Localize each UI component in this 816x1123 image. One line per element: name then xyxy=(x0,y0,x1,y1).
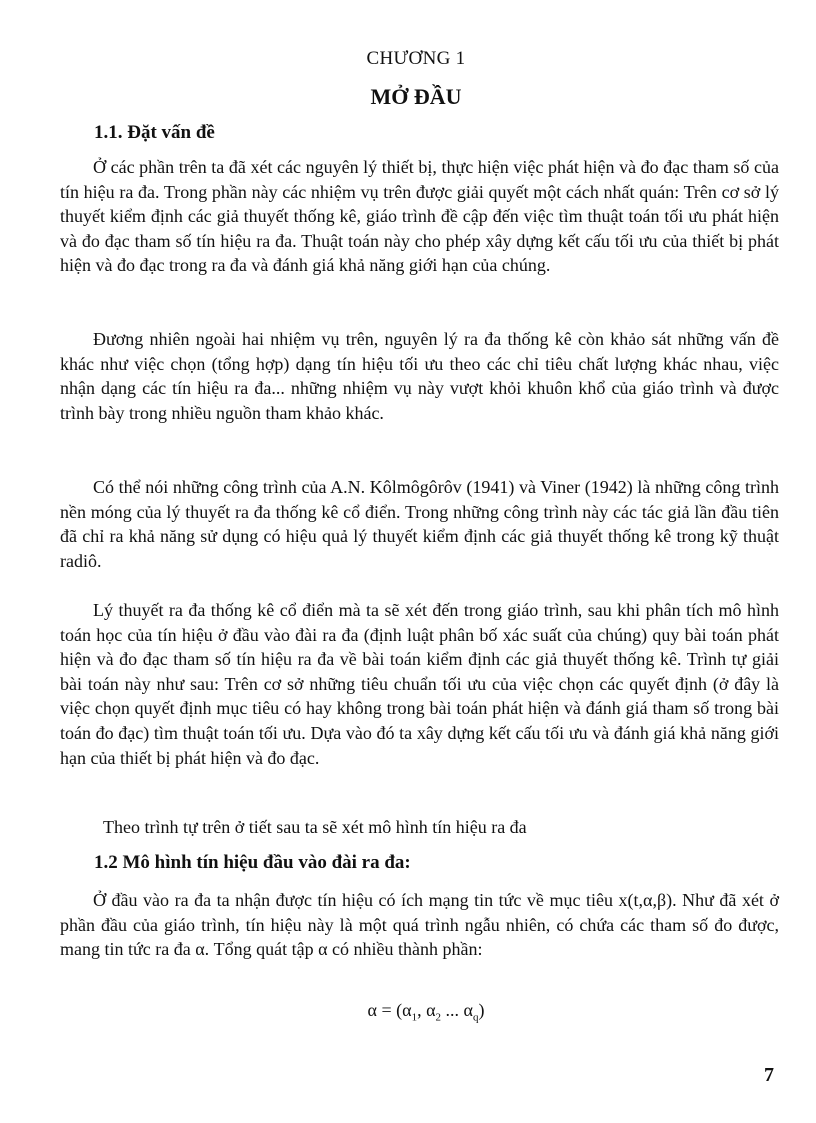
formula-sep-1: , α xyxy=(417,1000,436,1020)
formula-end: ) xyxy=(478,1000,485,1020)
paragraph-2: Đương nhiên ngoài hai nhiệm vụ trên, nguyên lý ra đa thống kê còn khảo sát những vấn đề khác như việc chọn (tổng hợp) dạng tín hiệu tối ưu theo các chỉ tiêu chất lượng khác nhau, việc nhận dạng các tín hiệu ra đa... những nhiệm vụ này vượt khỏi khuôn khổ của giáo trình và được trình bày trong nhiều nguồn tham khảo khác. xyxy=(60,329,779,423)
paragraph-3: Có thể nói những công trình của A.N. Kôlmôgôrôv (1941) và Viner (1942) là những công trình nền móng của lý thuyết ra đa thống kê cổ điển. Trong những công trình này các tác giả lần đầu tiên đã chỉ ra khả năng sử dụng có hiệu quả lý thuyết kiểm định các giả thuyết thống kê trong kỹ thuật radiô. xyxy=(60,477,779,571)
paragraph-5: Ở đầu vào ra đa ta nhận được tín hiệu có ích mạng tin tức về mục tiêu x(t,α,β). Như đã xét ở phần đầu của giáo trình, tín hiệu này là một quá trình ngẫu nhiên, có chứa các tham số đo được, mang tin tức ra đa α. Tổng quát tập α có nhiều thành phần: xyxy=(60,890,779,960)
alpha-formula xyxy=(0,1000,816,1024)
chapter-title: MỞ ĐẦU xyxy=(370,84,462,109)
paragraph-4: Lý thuyết ra đa thống kê cổ điển mà ta sẽ xét đến trong giáo trình, sau khi phân tích mô hình toán học của tín hiệu ở đầu vào đài ra đa (định luật phân bố xác suất của chúng) quy bài toán phát hiện và đo đạc tham số tín hiệu ra đa về bài toán kiểm định các giả thuyết thống kê. Trình tự giải bài toán này như sau: Trên cơ sở những tiêu chuẩn tối ưu của việc chọn các quyết định (ở đây là việc chọn quyết định mục tiêu có hay không trong bài toán phát hiện và đánh giá tham số trong bài toán đo đạc) tìm thuật toán tối ưu. Dựa vào đó ta xây dựng kết cấu tối ưu và đánh giá khả năng giới hạn của thiết bị phát hiện và đo đạc. xyxy=(60,600,779,768)
closing-line: Theo trình tự trên ở tiết sau ta sẽ xét mô hình tín hiệu ra đa xyxy=(103,817,527,837)
chapter-number: CHƯƠNG 1 xyxy=(366,48,466,69)
page-number: 7 xyxy=(764,1064,774,1086)
section-heading-1-1: 1.1. Đặt vấn đề xyxy=(94,122,215,143)
formula-sub-2: 2 xyxy=(435,1011,441,1024)
formula-sub-q: q xyxy=(472,1011,479,1024)
formula-sub-1: 1 xyxy=(411,1011,418,1024)
paragraph-1: Ở các phần trên ta đã xét các nguyên lý thiết bị, thực hiện việc phát hiện và đo đạc tham số của tín hiệu ra đa. Trong phần này các nhiệm vụ trên được giải quyết một cách nhất quán: Trên cơ sở lý thuyết kiểm định các giả thuyết thống kê, giáo trình đề cập đến việc tìm thuật toán tối ưu phát hiện và đo đạc tham số tín hiệu ra đa. Thuật toán này cho phép xây dựng kết cấu tối ưu của thiết bị phát hiện và đo đạc trong ra đa và đánh giá khả năng giới hạn của chúng. xyxy=(60,157,779,276)
formula-sep-2: ... α xyxy=(441,1000,473,1020)
formula-lhs: α = (α xyxy=(367,1000,412,1020)
section-heading-1-2: 1.2 Mô hình tín hiệu đầu vào đài ra đa: xyxy=(94,852,411,873)
